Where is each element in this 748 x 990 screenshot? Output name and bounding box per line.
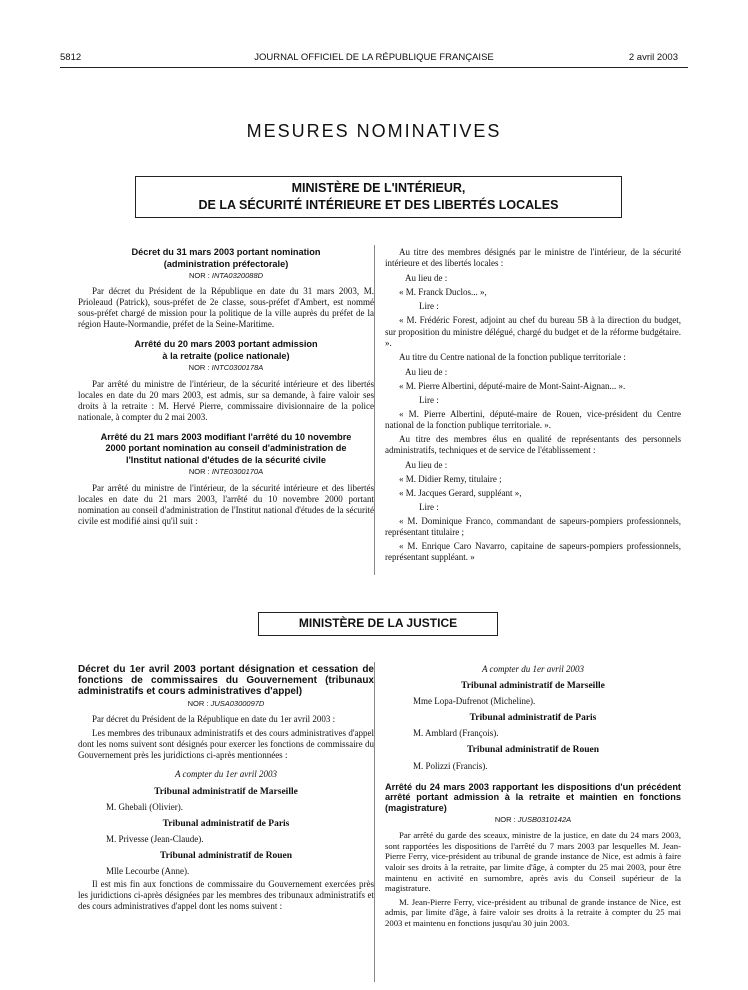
nor-code: INTA0320088D (211, 271, 264, 280)
tribunal-heading: Tribunal administratif de Marseille (154, 786, 298, 797)
effective-date: A compter du 1er avril 2003 (174, 769, 278, 780)
section1-right-column (385, 247, 681, 566)
paragraph: Au titre du Centre national de la fonction publique territoriale : (399, 351, 626, 362)
nor-label: NOR : (188, 271, 210, 280)
tribunal-heading: Tribunal administratif de Rouen (159, 850, 293, 861)
page-title: MESURES NOMINATIVES (246, 121, 502, 141)
effective-date: A compter du 1er avril 2003 (481, 664, 585, 674)
person-name: M. Ghebali (Olivier). (106, 801, 183, 812)
section2-left-column (78, 664, 374, 915)
nor-code: INTC0300178A (211, 363, 264, 373)
nor-label: NOR : (494, 815, 516, 825)
paragraph: « M. Enrique Caro Navarro, capitaine de sapeurs-pompiers professionnels, représentant suppléant. » (385, 541, 681, 563)
tribunal-heading: Tribunal administratif de Rouen (466, 745, 600, 756)
ministry-line-2: DE LA SÉCURITÉ INTÉRIEURE ET DES LIBERTÉS LOCALES (198, 198, 559, 212)
paragraph: Par arrêté du garde des sceaux, ministre de la justice, en date du 24 mars 2003, sont rapportées les dispositions de l'arrêté du 7 mars 2003 par lesquelles M. Jean-Pierre Ferry, vice-président au tribunal de grande instance de Nice, est admis à faire valoir ses droits à la retraite, par limite d'âge, à compter du 25 mai 2003, pour être maintenu en activité en surnombre, après avis du Conseil supérieur de la magistrature. (385, 830, 681, 894)
nor-label: NOR : (187, 699, 209, 708)
paragraph: Par arrêté du ministre de l'intérieur, de la sécurité intérieure et des libertés locales en date du 21 mars 2003, l'arrêté du 10 novembre 2000 portant nomination au conseil d'administration de l'Institut national d'études de la sécurité civile est modifié ainsi qu'il suit : (78, 482, 374, 526)
article-title: Décret du 31 mars 2003 portant nomination (131, 247, 321, 257)
nor-code: JUSB0310142A (517, 815, 572, 825)
nor-label: NOR : (188, 467, 210, 477)
paragraph: « M. Pierre Albertini, député-maire de Rouen, vice-président du Centre national de la fonction publique territoriale. ». (385, 409, 681, 431)
nor-reference (385, 814, 681, 825)
article-title: Arrêté du 24 mars 2003 rapportant les dispositions d'un précédent arrêté portant admission à la retraite et maintien en fonctions (magistrature) (385, 781, 681, 813)
tribunal-heading: Tribunal administratif de Paris (162, 818, 290, 829)
paragraph: Au lieu de : (405, 459, 448, 470)
nor-reference (78, 698, 374, 709)
paragraph: « M. Franck Duclos... », (399, 287, 487, 298)
nor-label: NOR : (188, 363, 210, 373)
paragraph: Lire : (419, 501, 439, 512)
nor-reference (78, 362, 374, 373)
paragraph: Par arrêté du ministre de l'intérieur, de la sécurité intérieure et des libertés locales en date du 20 mars 2003, est admis, sur sa demande, à faire valoir ses droits à la retraite : M. Hervé Pierre, commissaire divisionnaire de la police nationale, à compter du 2 mai 2003. (78, 378, 374, 422)
paragraph: Il est mis fin aux fonctions de commissaire du Gouvernement exercées près les juridictions ci-après désignées par les membres des tribunaux administratifs et des cours administratives d'appel dont les noms suivent : (78, 879, 374, 912)
ministry-interieur-box (135, 176, 622, 218)
paragraph: Par décret du Président de la République en date du 1er avril 2003 : (92, 714, 336, 725)
person-name: Mme Lopa-Dufrenot (Micheline). (413, 696, 536, 707)
article-title: Arrêté du 21 mars 2003 modifiant l'arrêté du 10 novembre (100, 431, 352, 442)
article-title: Arrêté du 20 mars 2003 portant admission (134, 339, 318, 350)
paragraph: « M. Jacques Gerard, suppléant », (399, 487, 522, 498)
nor-code: INTE0300170A (211, 467, 264, 477)
paragraph: « M. Dominique Franco, commandant de sapeurs-pompiers professionnels, représentant titulaire ; (385, 515, 681, 537)
article-title: à la retraite (police nationale) (162, 350, 290, 361)
paragraph: Lire : (419, 395, 439, 406)
tribunal-heading: Tribunal administratif de Paris (469, 713, 597, 724)
person-name: Mlle Lecourbe (Anne). (106, 866, 190, 877)
paragraph: « M. Frédéric Forest, adjoint au chef du bureau 5B à la direction du budget, sur proposition du ministre délégué, chargé du budget et de la réforme budgétaire. ». (385, 315, 681, 348)
paragraph: Au lieu de : (405, 366, 448, 377)
paragraph: M. Jean-Pierre Ferry, vice-président au tribunal de grande instance de Nice, est admis, par limite d'âge, à faire valoir ses droits à la retraite à compter du 25 mai 2003 et maintenu en fonctions jusqu'au 30 juin 2003. (385, 896, 681, 928)
article-title: 2000 portant nomination au conseil d'administration de (105, 443, 347, 454)
article-title: Décret du 1er avril 2003 portant désignation et cessation de fonctions de commissaires du Gouvernement (tribunaux administratifs et cours administratives d'appel) (78, 664, 374, 697)
person-name: M. Privesse (Jean-Claude). (106, 833, 204, 844)
journal-title: JOURNAL OFFICIEL DE LA RÉPUBLIQUE FRANÇAISE (254, 52, 494, 63)
ministry-line-1: MINISTÈRE DE L'INTÉRIEUR, (291, 181, 466, 195)
header-rule (60, 67, 688, 68)
paragraph: « M. Didier Remy, titulaire ; (399, 473, 502, 484)
article-title: l'Institut national d'études de la sécurité civile (126, 454, 326, 465)
nor-reference (78, 270, 374, 281)
nor-reference (78, 466, 374, 477)
column-divider (374, 245, 375, 575)
paragraph: « M. Pierre Albertini, député-maire de Mont-Saint-Aignan... ». (399, 380, 626, 391)
section1-left-column (78, 247, 374, 530)
section2-right-column (385, 664, 681, 932)
paragraph: Par décret du Président de la République en date du 31 mars 2003, M. Prioleaud (Patrick), sous-préfet de 2e classe, sous-préfet d'Ambert, est nommé sous-préfet chargé de mission pour la politique de la ville auprès du préfet de la région Haute-Normandie, préfet de la Seine-Maritime. (78, 286, 374, 330)
paragraph: Les membres des tribunaux administratifs et des cours administratives d'appel dont les noms suivent sont désignés pour exercer les fonctions de commissaire du Gouvernement près les juridictions ci-après mentionnées : (78, 728, 374, 761)
paragraph: Lire : (419, 301, 439, 312)
page-number: 5812 (60, 52, 82, 63)
column-divider (374, 662, 375, 982)
paragraph: Au lieu de : (405, 273, 448, 284)
person-name: M. Polizzi (Francis). (413, 760, 488, 771)
article-title: (administration préfectorale) (163, 258, 289, 269)
ministry-justice-box: MINISTÈRE DE LA JUSTICE (258, 612, 498, 636)
paragraph: Au titre des membres élus en qualité de représentants des personnels administratifs, techniques et de service de l'établissement : (385, 434, 681, 456)
person-name: M. Amblard (François). (413, 728, 499, 739)
paragraph: Au titre des membres désignés par le ministre de l'intérieur, de la sécurité intérieure et des libertés locales : (385, 247, 681, 269)
tribunal-heading: Tribunal administratif de Marseille (461, 681, 605, 692)
issue-date: 2 avril 2003 (628, 52, 678, 63)
nor-code: JUSA0300097D (210, 699, 265, 708)
